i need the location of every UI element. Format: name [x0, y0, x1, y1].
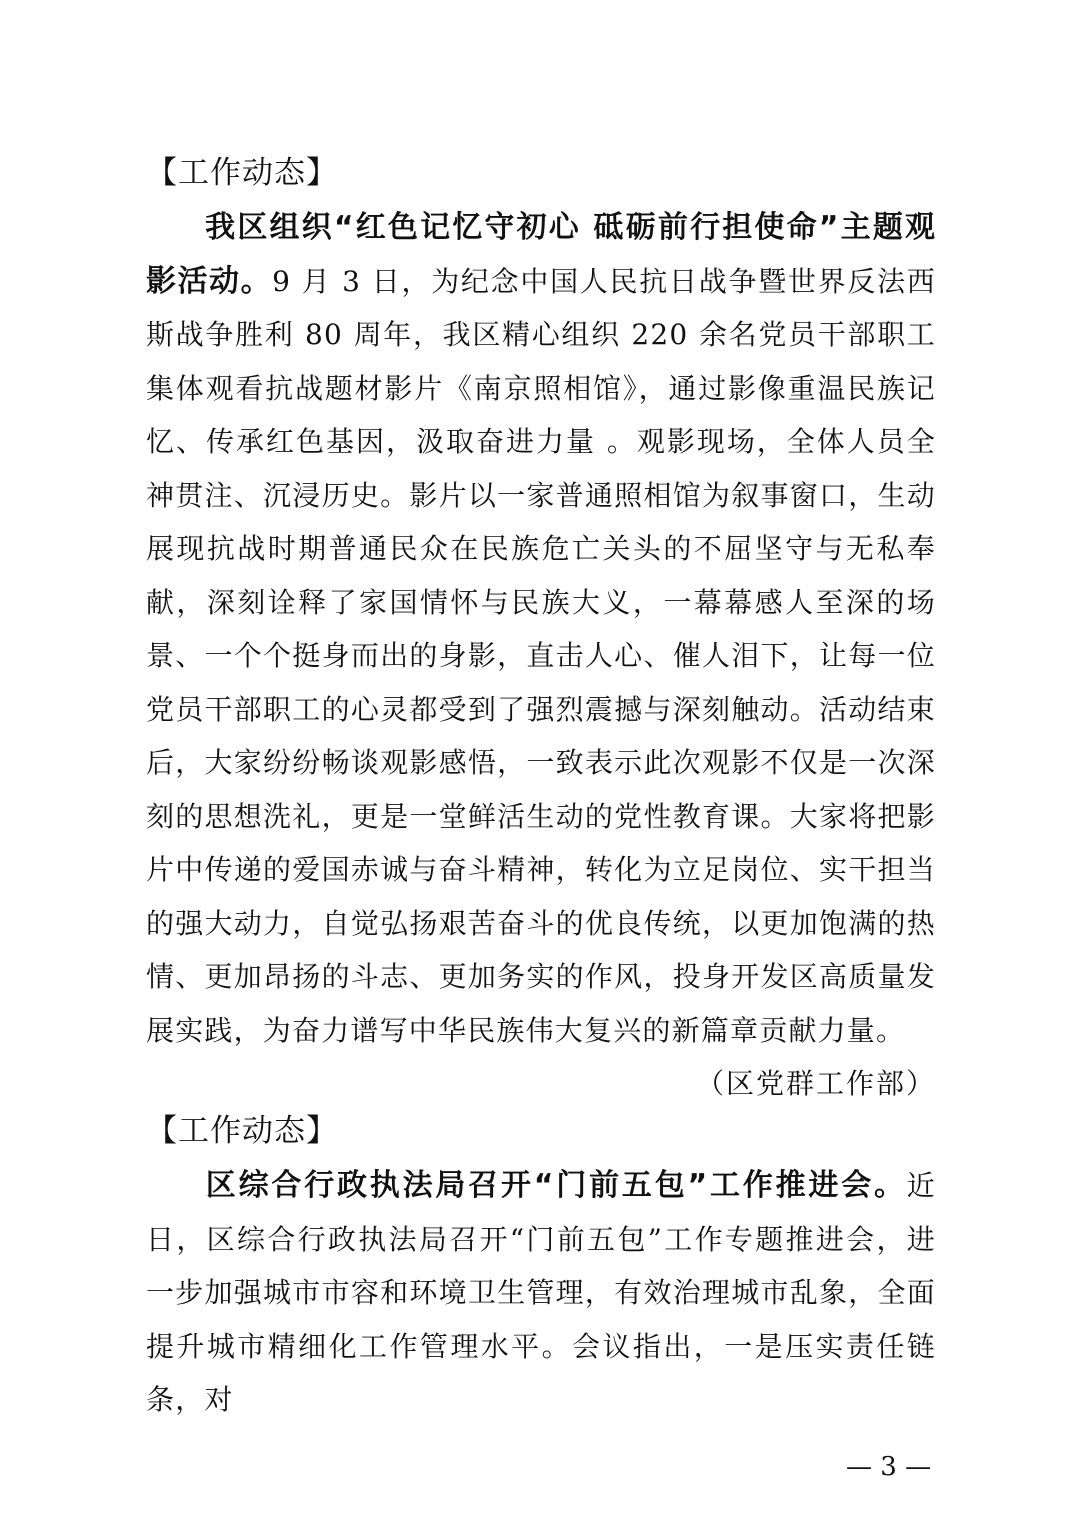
- article-source-1: （区党群工作部）: [695, 1067, 936, 1100]
- article-headline-2: 区综合行政执法局召开“门前五包”工作推进会。: [204, 1168, 907, 1203]
- section-tag-work-news-1: 【工作动态】: [146, 155, 338, 191]
- article-body-1: 9 月 3 日，为纪念中国人民抗日战争暨世界反法西斯战争胜利 80 周年，我区精心组织 220 余名党员干部职工集体观看抗战题材影片《南京照相馆》，通过影像重温民族记忆、传承红色基因，汲取奋进力量 。观影现场，全体人员全神贯注、沉浸历史。影片以一家普通照相馆为叙事窗口，生动展现抗战时期普通民众在民族危亡关头的不屈坚守与无私奉献，深刻诠释了家国情怀与民族大义，一幕幕感人至深的场景、一个个挺身而出的身影，直击人心、催人泪下，让每一位党员干部职工的心灵都受到了强烈震撼与深刻触动。活动结束后，大家纷纷畅谈观影感悟，一致表示此次观影不仅是一次深刻的思想洗礼，更是一堂鲜活生动的党性教育课。大家将把影片中传递的爱国赤诚与奋斗精神，转化为立足岗位、实干担当的强大动力，自觉弘扬艰苦奋斗的优良传统，以更加饱满的热情、更加昂扬的斗志、更加务实的作风，投身开发区高质量发展实践，为奋力谱写中华民族伟大复兴的新篇章贡献力量。: [146, 264, 936, 1047]
- article-body-2: 近日，区综合行政执法局召开“门前五包”工作专题推进会，进一步加强城市市容和环境卫生管理，有效治理城市乱象，全面提升城市精细化工作管理水平。会议指出，一是压实责任链条，对: [146, 1169, 936, 1416]
- article-headline-1: 我区组织“红色记忆守初心 砥砺前行担使命”主题观影活动。: [146, 210, 936, 299]
- page-number: — 3 —: [846, 1452, 932, 1482]
- article-paragraph-2: [146, 1159, 936, 1427]
- section-tag-work-news-2: 【工作动态】: [146, 1113, 338, 1149]
- article-paragraph-1: [146, 201, 936, 1111]
